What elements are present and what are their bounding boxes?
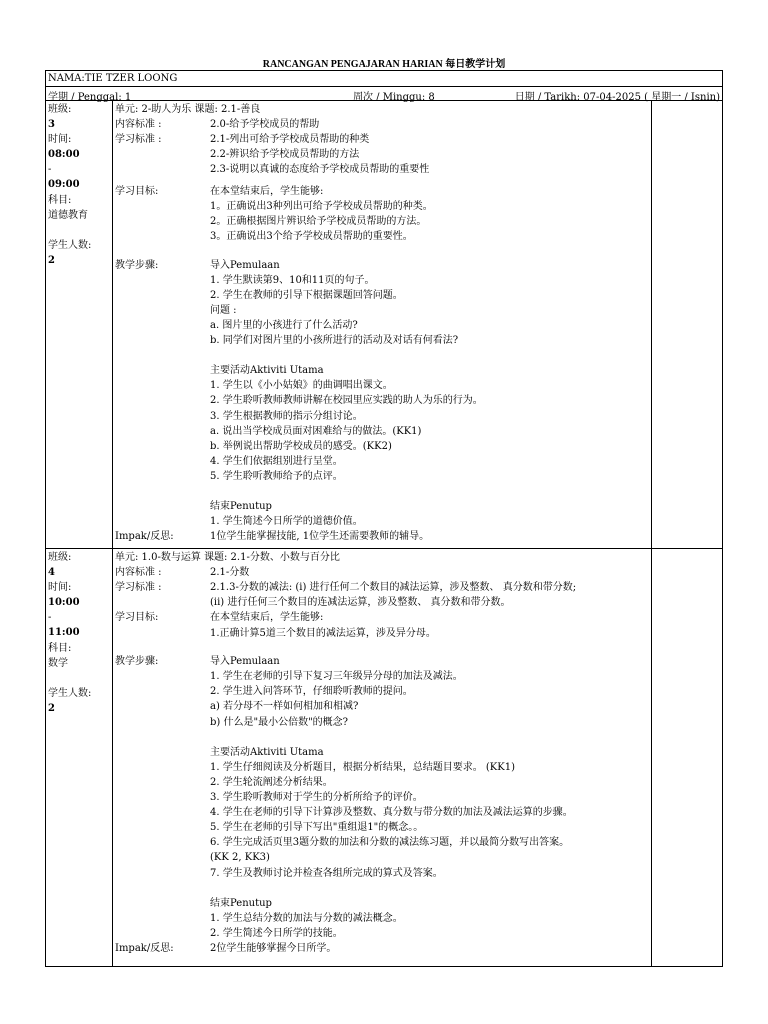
teaching-steps-label: 教学步骤: <box>115 259 159 271</box>
meta-line: 班级: <box>48 104 72 115</box>
teaching-step: b. 同学们对图片里的小孩所进行的活动及对话有何看法? <box>210 335 459 347</box>
teaching-step: b) 什么是"最小公倍数"的概念? <box>210 716 349 728</box>
meta-line: 时间: <box>48 582 72 594</box>
meta-line: 学生人数: <box>48 239 92 251</box>
meta-line: 时间: <box>48 134 72 146</box>
learning-objective-item: 1。正确说出3种列出可给予学校成员帮助的种类。 <box>210 200 433 212</box>
meta-line: 10:00 <box>48 597 80 609</box>
teaching-step: 问题 : <box>210 304 237 316</box>
learning-objective-item: 2。正确根据图片辨识给予学校成员帮助的方法。 <box>210 215 427 227</box>
meta-line: - <box>48 612 52 624</box>
meta-line: 2 <box>48 254 55 266</box>
week-label: 周次 / Minggu: 8 <box>353 92 435 103</box>
learning-standard-item: (ii) 进行任何三个数目的连减法运算，涉及整数、 真分数和带分数。 <box>210 597 511 609</box>
unit-title: 单元: 1.0-数与运算 课题: 2.1-分数、小数与百分比 <box>115 552 340 563</box>
learning-standard-label: 学习标准 : <box>115 582 162 594</box>
term-label: 学期 / Penggal: 1 <box>48 92 132 103</box>
lesson-section-2 <box>45 549 723 967</box>
learning-objective-item: 3。正确说出3个给予学校成员帮助的重要性。 <box>210 230 413 242</box>
teaching-step: 5. 学生聆听教师给予的点评。 <box>210 470 343 482</box>
lesson-section-1 <box>45 101 723 549</box>
meta-line: 数学 <box>48 657 68 669</box>
content-standard: 2.1-分数 <box>210 567 250 579</box>
learning-standard-item: 2.1-列出可给予学校成员帮助的种类 <box>210 134 370 146</box>
content-standard-label: 内容标准 : <box>115 567 162 579</box>
teaching-step: a. 图片里的小孩进行了什么活动? <box>210 319 358 331</box>
teaching-step: 2. 学生在教师的引导下根据课题回答问题。 <box>210 289 403 301</box>
teaching-step: (KK 2, KK3) <box>210 852 270 864</box>
teacher-name: NAMA:TIE TZER LOONG <box>48 73 178 84</box>
meta-line: 道德教育 <box>48 209 88 221</box>
lesson-meta <box>48 102 110 268</box>
impact-text: 1位学生能掌握技能, 1位学生还需要教师的辅导。 <box>210 531 430 543</box>
teaching-step: 3. 学生聆听教师对于学生的分析所给予的评价。 <box>210 792 423 804</box>
learning-objective-label: 学习目标: <box>115 185 159 197</box>
teaching-step: a) 若分母不一样如何相加和相减? <box>210 701 359 713</box>
meta-line <box>48 223 110 238</box>
page-title: RANCANGAN PENGAJARAN HARIAN 每日教学计划 <box>262 59 506 70</box>
teaching-step: 2. 学生简述今日所学的技能。 <box>210 927 343 939</box>
learning-objective-item: 1.正确计算5道三个数目的减法运算，涉及异分母。 <box>210 627 436 639</box>
meta-line: 2 <box>48 702 55 714</box>
impact-label: Impak/反思: <box>115 943 174 955</box>
teaching-step: 导入Pemulaan <box>210 259 280 271</box>
content-standard-label: 内容标准 : <box>115 119 162 131</box>
teaching-step: 1. 学生简述今日所学的道德价值。 <box>210 516 363 528</box>
meta-line: 3 <box>48 119 55 131</box>
meta-line: - <box>48 164 52 176</box>
meta-line: 学生人数: <box>48 687 92 699</box>
header-divider <box>46 86 722 87</box>
learning-objective-item: 在本堂结束后，学生能够: <box>210 185 324 197</box>
teaching-step: 5. 学生在老师的引导下写出"重组退1"的概念。。 <box>210 822 424 834</box>
impact-text: 2位学生能够掌握今日所学。 <box>210 943 337 955</box>
teaching-step: 4. 学生在老师的引导下计算涉及整数、真分数与带分数的加法及减法运算的步骤。 <box>210 807 573 819</box>
meta-line: 11:00 <box>48 627 80 639</box>
content-standard: 2.0-给予学校成员的帮助 <box>210 119 320 131</box>
teaching-step: 主要活动Aktiviti Utama <box>210 365 324 377</box>
meta-line: 科目: <box>48 642 72 654</box>
meta-line: 08:00 <box>48 149 80 161</box>
learning-standard-item: 2.1.3-分数的减法: (i) 进行任何二个数目的减法运算，涉及整数、 真分数和带分数; <box>210 582 577 594</box>
notes-column <box>651 101 652 548</box>
lesson-meta <box>48 550 110 716</box>
teaching-step: 1. 学生默读第9、10和11页的句子。 <box>210 274 375 286</box>
teaching-step: 结束Penutup <box>210 501 272 513</box>
teaching-step: 1. 学生总结分数的加法与分数的减法概念。 <box>210 912 403 924</box>
header-box <box>45 70 723 101</box>
teaching-step: 7. 学生及教师讨论并检查各组所完成的算式及答案。 <box>210 867 443 879</box>
teaching-step: 6. 学生完成活页里3题分数的加法和分数的减法练习题，并以最简分数写出答案。 <box>210 837 570 849</box>
teaching-step: 2. 学生聆听教师教师讲解在校园里应实践的助人为乐的行为。 <box>210 395 483 407</box>
date-label: 日期 / Tarikh: 07-04-2025 ( 星期一 / Isnin) <box>514 92 720 103</box>
teaching-step: b. 举例说出帮助学校成员的感受。(KK2) <box>210 440 392 452</box>
teaching-step: a. 说出当学校成员面对困难给与的做法。(KK1) <box>210 425 422 437</box>
meta-line <box>48 671 110 686</box>
learning-standard-item: 2.2-辨识给予学校成员帮助的方法 <box>210 149 360 161</box>
learning-standard-item: 2.3-说明以真诚的态度给予学校成员帮助的重要性 <box>210 164 430 176</box>
teaching-step: 4. 学生们依据组别进行呈堂。 <box>210 455 343 467</box>
meta-line: 4 <box>48 567 55 579</box>
learning-standard-label: 学习标准 : <box>115 134 162 146</box>
teaching-step: 1. 学生仔细阅读及分析题目，根据分析结果，总结题目要求。 (KK1) <box>210 761 516 773</box>
teaching-step: 3. 学生根据教师的指示分组讨论。 <box>210 410 363 422</box>
teaching-step: 1. 学生以《小小姑娘》的曲调唱出课文。 <box>210 380 393 392</box>
teaching-step: 结束Penutup <box>210 897 272 909</box>
learning-objective-label: 学习目标: <box>115 612 159 624</box>
teaching-step: 2. 学生进入问答环节，仔细聆听教师的提问。 <box>210 686 413 698</box>
meta-line: 09:00 <box>48 179 80 191</box>
teaching-step: 2. 学生轮流阐述分析结果。 <box>210 776 333 788</box>
unit-title: 单元: 2-助人为乐 课题: 2.1-善良 <box>115 104 261 115</box>
learning-objective-item: 在本堂结束后，学生能够: <box>210 612 324 624</box>
teaching-step: 主要活动Aktiviti Utama <box>210 746 324 758</box>
teaching-steps-label: 教学步骤: <box>115 656 159 668</box>
notes-column <box>651 549 652 966</box>
teaching-step: 导入Pemulaan <box>210 656 280 668</box>
meta-line: 班级: <box>48 552 72 563</box>
impact-label: Impak/反思: <box>115 531 174 543</box>
meta-line: 科目: <box>48 194 72 206</box>
teaching-step: 1. 学生在老师的引导下复习三年级异分母的加法及减法。 <box>210 671 463 683</box>
